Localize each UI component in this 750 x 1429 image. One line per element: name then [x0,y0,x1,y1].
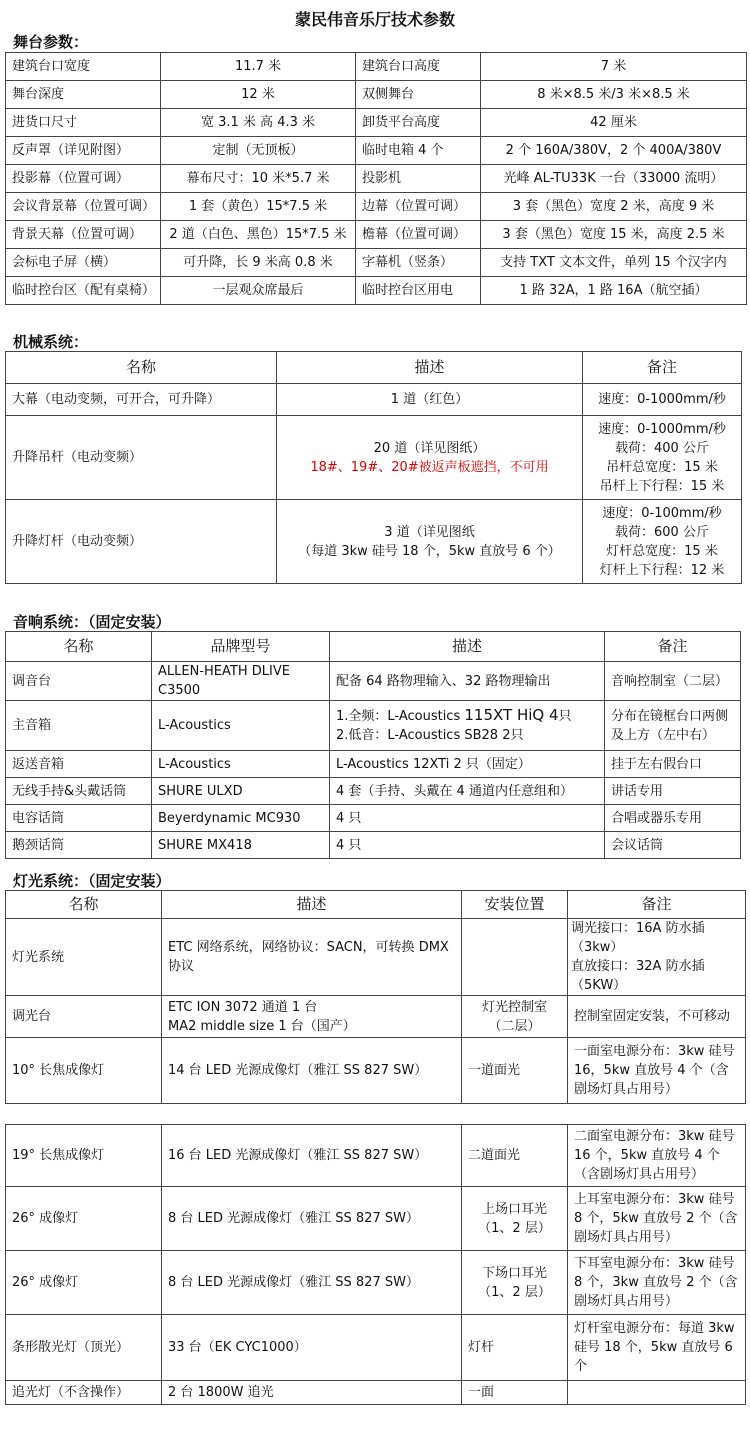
pos-line: （1、2 层） [478,1284,551,1300]
light-cell: 下耳室电源分布：3kw 硅号 8 个，3kw 直放号 2 个（含剧场灯具占用号） [568,1251,746,1315]
desc-line: 2.低音：L-Acoustics SB28 2只 [336,728,524,743]
stage-param-label: 投影幕（位置可调） [6,165,161,193]
audio-header-name: 名称 [6,632,152,662]
stage-param-value: 2 个 160A/380V，2 个 400A/380V [481,137,747,165]
audio-cell: 配备 64 路物理输入、32 路物理输出 [330,662,605,701]
mech-header-note: 备注 [583,352,742,384]
audio-cell: 返送音箱 [6,751,152,778]
stage-param-label: 会议背景幕（位置可调） [6,193,161,221]
stage-param-value: 3 套（黑色）宽度 15 米，高度 2.5 米 [481,221,747,249]
light-header-desc: 描述 [162,891,462,919]
light-cell [568,1381,746,1405]
light-cell: 14 台 LED 光源成像灯（雅江 SS 827 SW） [162,1038,462,1104]
light-cell [462,996,568,1038]
mech-batten-desc [277,416,583,500]
stage-param-label: 檐幕（位置可调） [356,221,481,249]
desc-part: 1.全频：L-Acoustics [336,709,465,724]
light-header-name: 名称 [6,891,162,919]
audio-cell: SHURE MX418 [152,832,330,859]
note-line: 速度：0-1000mm/秒 [598,421,726,437]
light-header-note: 备注 [568,891,746,919]
audio-cell: 主音箱 [6,701,152,751]
stage-heading: 舞台参数： [13,33,89,51]
page-title: 蒙民伟音乐厅技术参数 [294,10,455,29]
stage-param-value: 12 米 [161,81,356,109]
light-cell [462,1187,568,1251]
stage-param-value: 光峰 AL-TU33K 一台（33000 流明） [481,165,747,193]
stage-param-value: 8 米×8.5 米/3 米×8.5 米 [481,81,747,109]
audio-cell: 会议话筒 [605,832,741,859]
mech-curtain-name: 大幕（电动变频，可开合，可升降） [6,384,277,416]
desc-line: （每道 3kw 硅号 18 个，5kw 直放号 6 个） [298,543,561,559]
mech-batten-warning: 18#、19#、20#被返声板遮挡，不可用 [310,459,549,475]
stage-param-value: 支持 TXT 文本文件，单列 15 个汉字内 [481,249,747,277]
light-cell: 条形散光灯（顶光） [6,1315,162,1381]
audio-cell: 音响控制室（二层） [605,662,741,701]
mech-batten-note [583,416,742,500]
audio-heading: 音响系统：（固定安装） [13,613,171,631]
light-heading: 灯光系统：（固定安装） [13,872,171,890]
light-cell: 16 台 LED 光源成像灯（雅江 SS 827 SW） [162,1125,462,1187]
stage-param-label: 临时控台区用电 [356,277,481,305]
stage-param-label: 边幕（位置可调） [356,193,481,221]
light-cell: 上耳室电源分布：3kw 硅号 8 个，5kw 直放号 2 个（含剧场灯具占用号） [568,1187,746,1251]
mech-heading: 机械系统： [13,333,89,351]
light-cell: 追光灯（不含操作） [6,1381,162,1405]
audio-cell: 讲话专用 [605,778,741,805]
light-cell: 19° 长焦成像灯 [6,1125,162,1187]
stage-table [5,52,747,305]
light-cell: 一面 [462,1381,568,1405]
audio-cell: 4 只 [330,832,605,859]
audio-header-brand: 品牌型号 [152,632,330,662]
audio-header-desc: 描述 [330,632,605,662]
desc-part: 115XT HiQ 4 [464,706,559,724]
audio-table [5,631,741,859]
light-cell [462,919,568,996]
audio-cell: 调音台 [6,662,152,701]
note-line: 载荷：400 公斤 [615,440,709,456]
stage-param-value: 7 米 [481,53,747,81]
light-table [5,890,746,1104]
stage-row [6,193,747,221]
mech-header-name: 名称 [6,352,277,384]
mech-lightbar-note [583,500,742,584]
stage-param-value: 可升降，长 9 米高 0.8 米 [161,249,356,277]
stage-param-label: 会标电子屏（横） [6,249,161,277]
pos-line: 上场口耳光 [481,1201,547,1217]
mech-curtain-desc: 1 道（红色） [277,384,583,416]
stage-param-value: 1 路 32A，1 路 16A（航空插） [481,277,747,305]
light-cell: 26° 成像灯 [6,1187,162,1251]
audio-cell: ALLEN-HEATH DLIVE C3500 [152,662,330,701]
note-line: 直放接口：32A 防水插（5KW） [571,959,705,993]
audio-cell: 无线手持&头戴话筒 [6,778,152,805]
note-line: 灯杆总宽度：15 米 [606,543,718,559]
light-cell: 2 台 1800W 追光 [162,1381,462,1405]
stage-param-value: 42 厘米 [481,109,747,137]
stage-row [6,277,747,305]
mech-table [5,351,742,584]
audio-cell: 4 套（手持、头戴在 4 通道内任意组和） [330,778,605,805]
light-cell: 一面室电源分布：3kw 硅号 16，5kw 直放号 4 个（含剧场灯具占用号） [568,1038,746,1104]
light-cell: 二面室电源分布：3kw 硅号 16 个，5kw 直放号 4 个（含剧场灯具占用号） [568,1125,746,1187]
desc-line: MA2 middle size 1 台（国产） [168,1018,356,1034]
mech-curtain-note: 速度：0-1000mm/秒 [583,384,742,416]
light-cell: 灯光系统 [6,919,162,996]
stage-param-label: 临时电箱 4 个 [356,137,481,165]
light-cell: 33 台（EK CYC1000） [162,1315,462,1381]
stage-row [6,165,747,193]
stage-param-value: 3 套（黑色）宽度 2 米，高度 9 米 [481,193,747,221]
note-line: 载荷：600 公斤 [615,524,709,540]
stage-param-label: 投影机 [356,165,481,193]
light-cell: 26° 成像灯 [6,1251,162,1315]
light-cell [462,1251,568,1315]
audio-cell: L-Acoustics [152,751,330,778]
stage-param-label: 建筑台口高度 [356,53,481,81]
desc-line: 3 道（详见图纸 [384,524,475,540]
stage-param-label: 反声罩（详见附图） [6,137,161,165]
mech-batten-desc-line: 20 道（详见图纸） [373,440,486,456]
audio-cell: L-Acoustics [152,701,330,751]
stage-param-value: 宽 3.1 米 高 4.3 米 [161,109,356,137]
desc-line: ETC ION 3072 通道 1 台 [168,999,318,1015]
stage-param-label: 背景天幕（位置可调） [6,221,161,249]
stage-param-label: 舞台深度 [6,81,161,109]
note-line: 速度：0-100mm/秒 [602,505,722,521]
stage-param-value: 2 道（白色、黑色）15*7.5 米 [161,221,356,249]
stage-param-value: 11.7 米 [161,53,356,81]
note-line: 灯杆上下行程：12 米 [599,562,725,578]
audio-cell: 合唱或器乐专用 [605,805,741,832]
audio-cell: 鹅颈话筒 [6,832,152,859]
note-line: 吊杆上下行程：15 米 [599,478,725,494]
light-cell: 8 台 LED 光源成像灯（雅江 SS 827 SW） [162,1251,462,1315]
light-cell: ETC 网络系统，网络协议：SACN，可转换 DMX 协议 [162,919,462,996]
note-line: 吊杆总宽度：15 米 [606,459,718,475]
audio-cell: 挂于左右假台口 [605,751,741,778]
mech-header-desc: 描述 [277,352,583,384]
light-cell [162,996,462,1038]
light-cell: 一道面光 [462,1038,568,1104]
light-header-pos: 安装位置 [462,891,568,919]
audio-cell: 分布在镜框台口两侧及上方（左中右） [605,701,741,751]
note-line: 调光接口：16A 防水插（3kw） [571,921,705,955]
light-cell [568,919,746,996]
light-cell: 二道面光 [462,1125,568,1187]
stage-param-value: 幕布尺寸：10 米*5.7 米 [161,165,356,193]
stage-param-label: 卸货平台高度 [356,109,481,137]
pos-line: （二层） [488,1018,541,1034]
audio-cell: 4 只 [330,805,605,832]
mech-lightbar-name: 升降灯杆（电动变频） [6,500,277,584]
audio-cell: SHURE ULXD [152,778,330,805]
stage-param-value: 1 套（黄色）15*7.5 米 [161,193,356,221]
stage-param-label: 字幕机（竖条） [356,249,481,277]
stage-row [6,81,747,109]
desc-part: 只 [558,709,572,724]
stage-param-value: 一层观众席最后 [161,277,356,305]
light-cell: 10° 长焦成像灯 [6,1038,162,1104]
light-table-continued [5,1124,746,1405]
pos-line: 灯光控制室 [481,999,547,1015]
audio-header-note: 备注 [605,632,741,662]
stage-row [6,137,747,165]
stage-param-label: 建筑台口宽度 [6,53,161,81]
light-cell: 控制室固定安装，不可移动 [568,996,746,1038]
stage-param-value: 定制（无顶板） [161,137,356,165]
audio-main-speaker-desc [330,701,605,751]
desc-line [336,706,598,726]
stage-row [6,53,747,81]
stage-param-label: 双侧舞台 [356,81,481,109]
mech-lightbar-desc [277,500,583,584]
audio-cell: L-Acoustics 12XTi 2 只（固定） [330,751,605,778]
light-cell: 8 台 LED 光源成像灯（雅江 SS 827 SW） [162,1187,462,1251]
stage-row [6,109,747,137]
audio-cell: 电容话筒 [6,805,152,832]
light-cell: 灯杆 [462,1315,568,1381]
light-cell: 调光台 [6,996,162,1038]
pos-line: （1、2 层） [478,1220,551,1236]
stage-row [6,249,747,277]
mech-batten-name: 升降吊杆（电动变频） [6,416,277,500]
light-cell: 灯杆室电源分布：每道 3kw 硅号 18 个，5kw 直放号 6 个 [568,1315,746,1381]
stage-row [6,221,747,249]
pos-line: 下场口耳光 [481,1265,547,1281]
audio-cell: Beyerdynamic MC930 [152,805,330,832]
stage-param-label: 进货口尺寸 [6,109,161,137]
stage-param-label: 临时控台区（配有桌椅） [6,277,161,305]
